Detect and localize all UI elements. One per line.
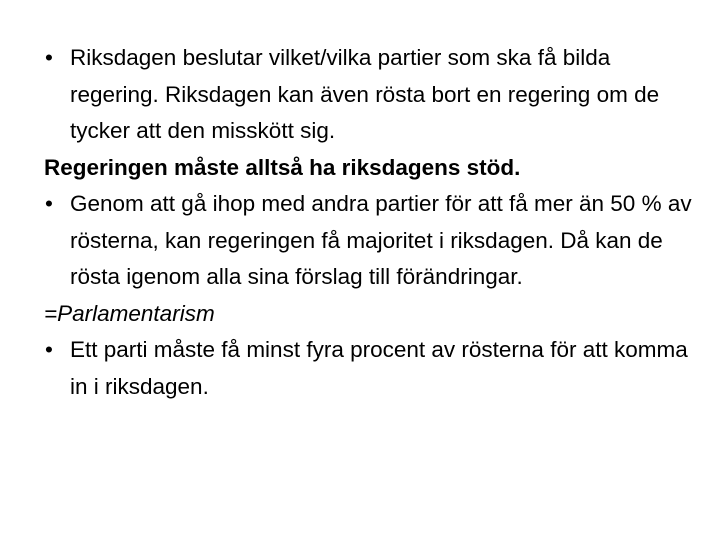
bullet-text: Ett parti måste få minst fyra procent av rösterna för att komma in i riksdagen. [70,337,688,399]
slide-content [44,40,704,405]
bullet-dot-icon: • [45,45,53,70]
bullet-riksdagen-decides [44,40,704,150]
bullet-text: Genom att gå ihop med andra partier för att få mer än 50 % av rösterna, kan regeringen få majoritet i riksdagen. Då kan de rösta igenom alla sina förslag till förändringar. [70,191,692,289]
bullet-threshold [44,332,704,405]
bullet-dot-icon: • [45,337,53,362]
bullet-dot-icon: • [45,191,53,216]
parliamentarism-term: =Parlamentarism [44,300,215,326]
bullet-majority [44,186,704,296]
bullet-text: Riksdagen beslutar vilket/vilka partier som ska få bilda regering. Riksdagen kan även rösta bort en regering om de tycker att den misskött sig. [70,45,660,143]
support-statement: Regeringen måste alltså ha riksdagens stöd. [44,154,521,180]
